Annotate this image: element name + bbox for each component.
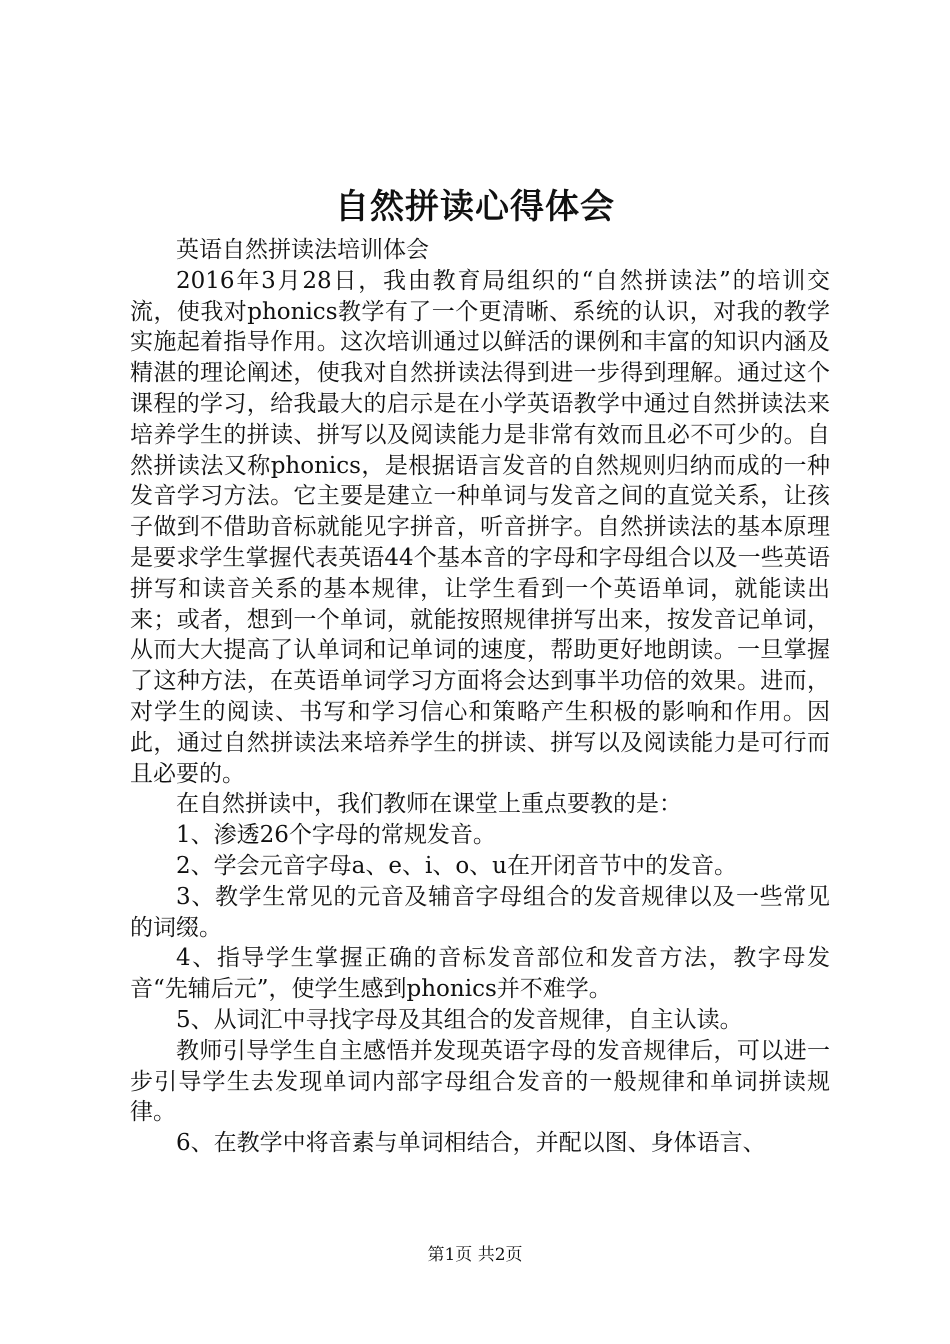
paragraph-teacher-guidance: 教师引导学生自主感悟并发现英语字母的发音规律后，可以进一步引导学生去发现单词内部字母组合发音的一般规律和单词拼读规律。: [130, 1037, 830, 1126]
paragraph-subtitle: 英语自然拼读法培训体会: [176, 237, 429, 263]
list-item-4: 4、指导学生掌握正确的音标发音部位和发音方法，教字母发音“先辅后元”，使学生感到phonics并不难学。: [130, 945, 830, 1003]
list-item-3: 3、教学生常见的元音及辅音字母组合的发音规律以及一些常见的词缀。: [130, 883, 830, 941]
paragraph-intro-list: 在自然拼读中，我们教师在课堂上重点要教的是：: [176, 791, 682, 818]
list-item-1: 1、渗透26个字母的常规发音。: [176, 822, 496, 849]
list-item-5: 5、从词汇中寻找字母及其组合的发音规律，自主认读。: [176, 1006, 743, 1033]
page-footer: 第1页 共2页: [427, 1245, 523, 1265]
paragraph-main: 2016年3月28日，我由教育局组织的“自然拼读法”的培训交流，使我对phonics教学有了一个更清晰、系统的认识，对我的教学实施起着指导作用。这次培训通过以鲜活的课例和丰富的知识内涵及精湛的理论阐述，使我对自然拼读法得到进一步得到理解。通过这个课程的学习，给我最大的启示是在小学英语教学中通过自然拼读法来培养学生的拼读、拼写以及阅读能力是非常有效而且必不可少的。自然拼读法又称phonics，是根据语言发音的自然规则归纳而成的一种发音学习方法。它主要是建立一种单词与发音之间的直觉关系，让孩子做到不借助音标就能见字拼音，听音拼字。自然拼读法的基本原理是要求学生掌握代表英语44个基本音的字母和字母组合以及一些英语拼写和读音关系的基本规律，让学生看到一个英语单词，就能读出来；或者，想到一个单词，就能按照规律拼写出来，按发音记单词，从而大大提高了认单词和记单词的速度，帮助更好地朗读。一旦掌握了这种方法，在英语单词学习方面将会达到事半功倍的效果。进而，对学生的阅读、书写和学习信心和策略产生积极的影响和作用。因此，通过自然拼读法来培养学生的拼读、拼写以及阅读能力是可行而且必要的。: [130, 267, 830, 787]
list-item-2: 2、学会元音字母a、e、i、o、u在开闭音节中的发音。: [176, 852, 737, 879]
document-title: 自然拼读心得体会: [335, 187, 615, 227]
document-body: [130, 235, 830, 1159]
list-item-6: 6、在教学中将音素与单词相结合，并配以图、身体语言、: [176, 1130, 766, 1157]
